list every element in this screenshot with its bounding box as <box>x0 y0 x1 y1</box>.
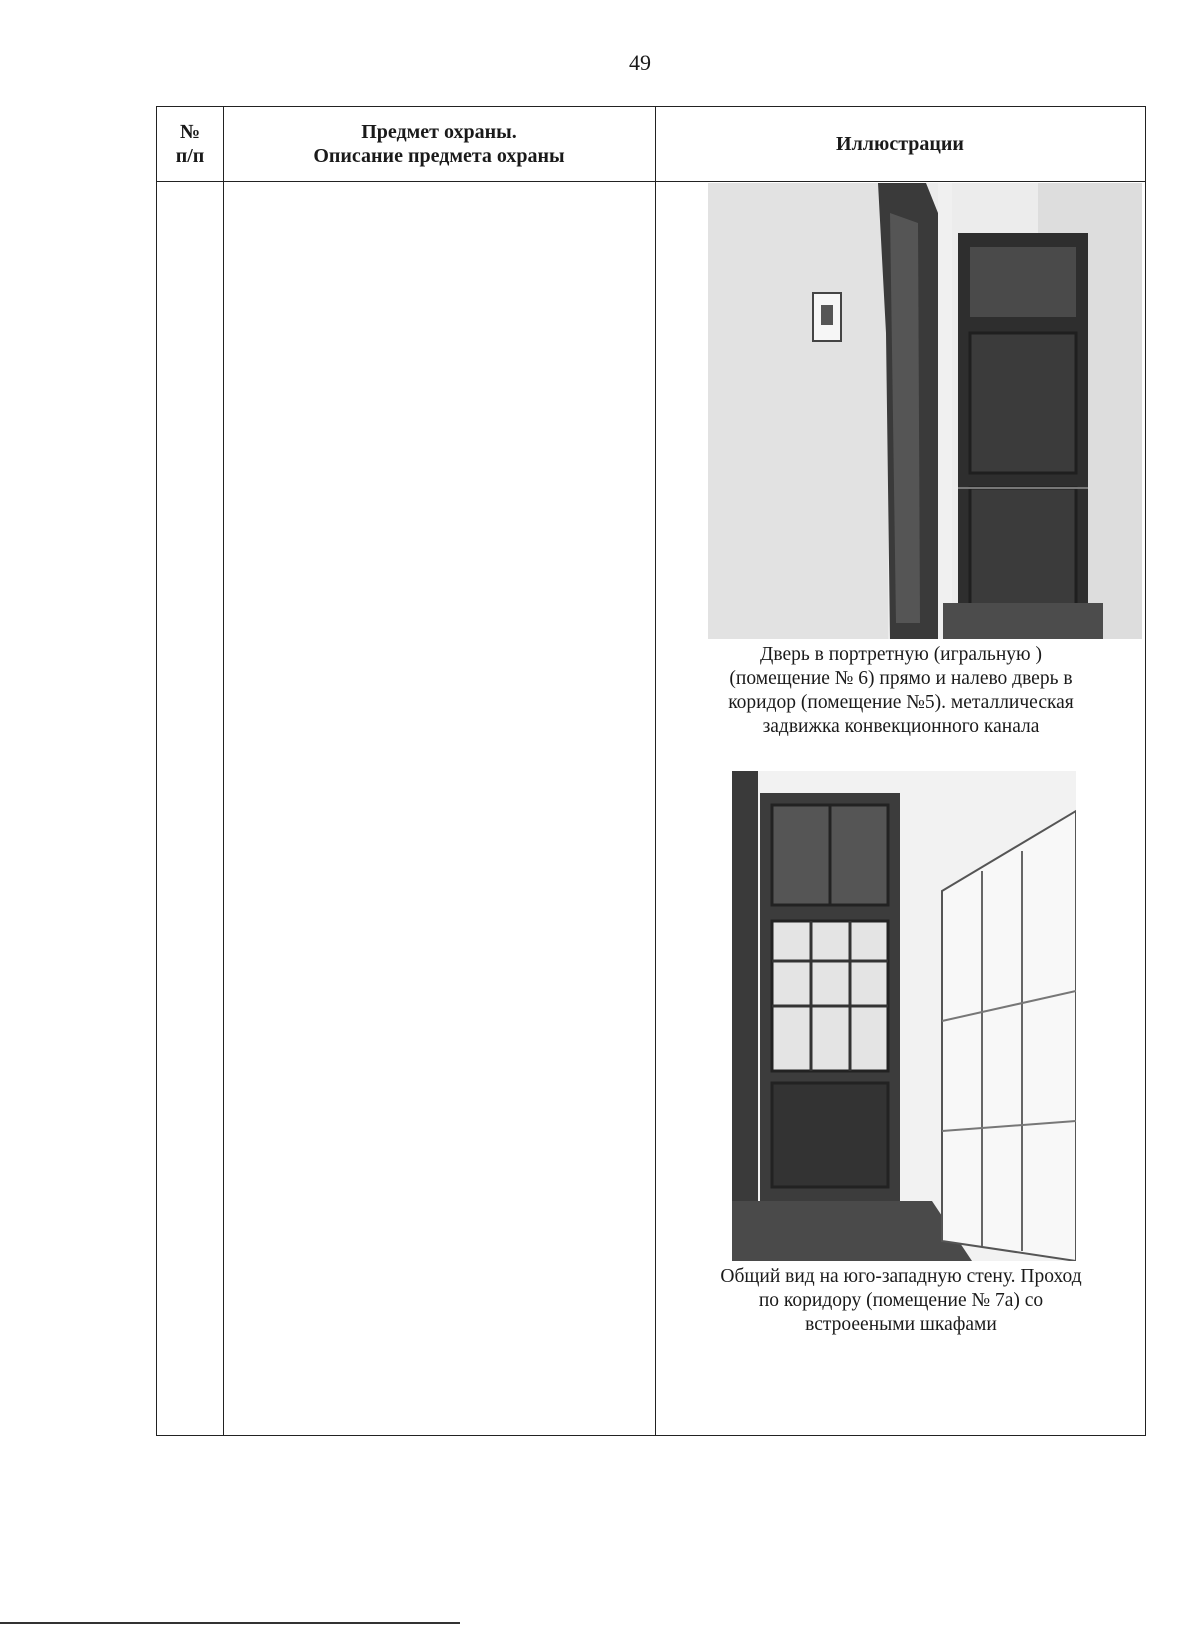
column-divider <box>223 107 224 1435</box>
photo-corridor-cabinets-image <box>732 771 1076 1261</box>
footer-rule <box>0 1622 460 1624</box>
caption-photo-2 <box>655 1265 1147 1337</box>
header-illustrations <box>655 107 1145 181</box>
header-number <box>157 107 223 181</box>
header-subject <box>223 107 655 181</box>
photo-doorway-portrait-room <box>708 183 1142 639</box>
header-number-line1: № <box>179 121 201 143</box>
caption-line: по коридору (помещение № 7а) со <box>758 1290 1044 1311</box>
header-illustrations-label: Иллюстрации <box>836 133 964 155</box>
caption-line: Дверь в портретную (игральную ) <box>760 644 1042 665</box>
photo-corridor-cabinets <box>732 771 1076 1261</box>
caption-line: коридор (помещение №5). металлическая <box>728 692 1074 713</box>
header-subject-line2: Описание предмета охраны <box>313 145 565 167</box>
header-divider <box>157 181 1145 182</box>
caption-line: задвижка конвекционного канала <box>762 716 1040 737</box>
header-subject-line1: Предмет охраны. <box>361 121 517 143</box>
caption-line: Общий вид на юго-западную стену. Проход <box>720 1266 1082 1287</box>
column-divider <box>655 107 656 1435</box>
page-number: 49 <box>629 50 651 75</box>
header-number-line2: п/п <box>175 145 205 167</box>
caption-line: встроееными шкафами <box>805 1314 997 1335</box>
caption-line: (помещение № 6) прямо и налево дверь в <box>729 668 1073 689</box>
caption-photo-1 <box>655 643 1147 739</box>
protection-table <box>156 106 1146 1436</box>
photo-doorway-portrait-room-image <box>708 183 1142 639</box>
